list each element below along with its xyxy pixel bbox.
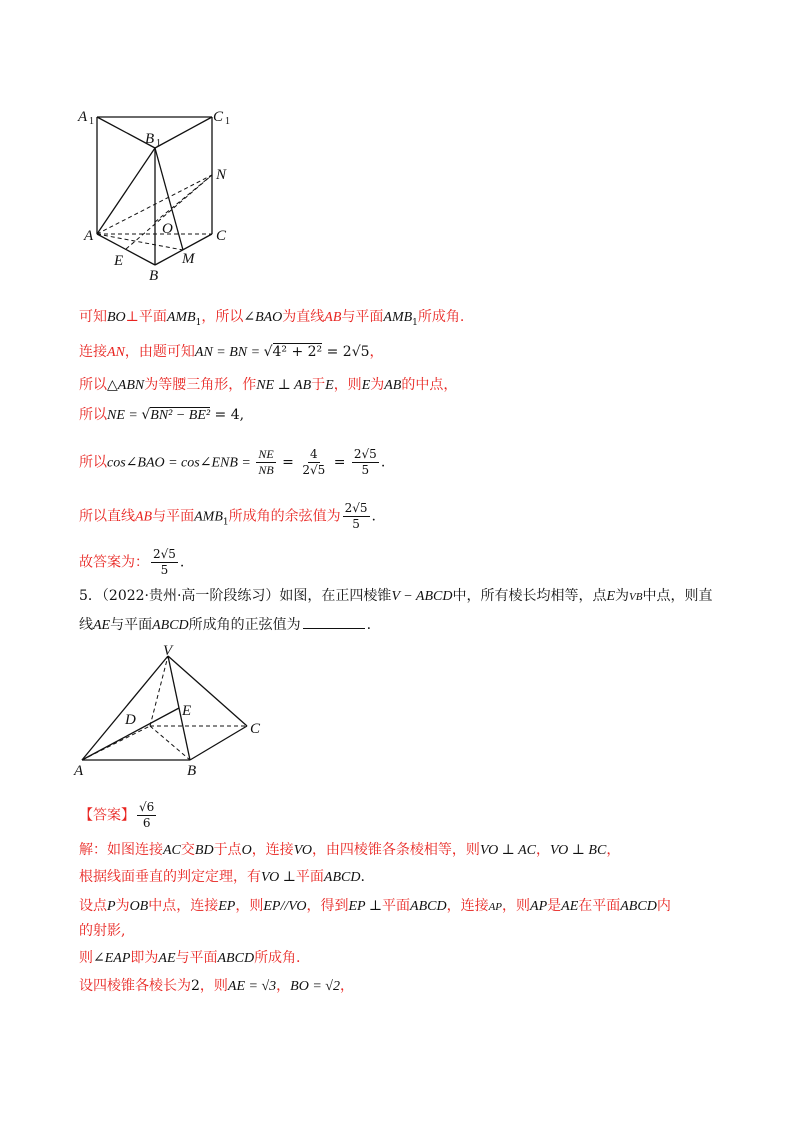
solution4-line2: 连接AN，由题可知AN = BN = √4² + 2² = 2√5， [79,344,384,360]
solution4-line5: 所以cos∠BAO = cos∠ENB = $\frac{NE}{NB}$ = $\frac{4}{2√5}$ = $\frac{2√5}{5}$ . [79,447,386,477]
solution5-line2: 根据线面垂直的判定定理，有VO ⊥平面ABCD. [79,869,365,885]
label-a: A [84,228,94,244]
label-b: B [149,268,159,284]
prism-figure [70,95,250,285]
solution4-line3: 所以△ABN为等腰三角形，作NE ⊥ AB于E，则E为AB的中点， [79,377,458,393]
label-d: D [125,712,136,728]
question5-line1: 5．（2022·贵州·高一阶段练习）如图，在正四棱锥V − ABCD中，所有棱长均相等，点E为VB中点，则直 [79,588,713,604]
solution5-line6: 设四棱锥各棱长为2，则AE = √3，BO = √2， [79,978,354,994]
label-c1: C [213,109,224,125]
answer5-line [79,800,158,831]
solution5-line1: 解：如图连接AC交BD于点O，连接VO，由四棱锥各条棱相等，则VO ⊥ AC，VO ⊥ BC， [79,842,621,858]
solution5-line5: 则∠EAP即为AE与平面ABCD所成角. [79,950,301,966]
label-v: V [163,643,173,659]
label-b1-sub: 1 [156,138,161,149]
solution4-line7: 故答案为： $\frac{2√5}{5}$ . [79,547,185,577]
solution4-line1: 可知BO⊥平面$AMB_1$，所以∠BAO为直线AB与平面$AMB_1$所成角. [79,309,465,328]
solution5-line3: 设点P为OB中点，连接EP，则EP//VO，得到EP ⊥平面ABCD，连接AP，则AP是AE在平面ABCD内 [79,898,671,914]
answer-value: $\frac{√6}{6}$ [139,800,155,830]
pyramid-figure [65,640,280,780]
label-b1: B [145,131,155,147]
label-n: N [216,167,227,183]
label-e2: E [182,703,192,719]
label-c2: C [250,721,261,737]
label-e: E [114,253,124,269]
question5-line2: 线AE与平面ABCD所成角的正弦值为 . [79,614,371,636]
solution5-line4: 的射影, [79,923,126,939]
label-c1-sub: 1 [225,116,230,127]
label-a2: A [74,763,84,779]
label-c: C [216,228,227,244]
solution4-line6: 所以直线AB与平面$AMB_1$所成角的余弦值为 $\frac{2√5}{5}$ . [79,501,376,531]
answer-blank [303,614,365,629]
label-a1: A [78,109,88,125]
label-o: O [162,221,173,237]
label-m: M [182,251,195,267]
answer-label: 【答案】 [79,807,135,824]
label-a1-sub: 1 [89,116,94,127]
label-b2: B [187,763,197,779]
solution4-line4: 所以NE = √BN² − BE² = 4, [79,407,245,423]
